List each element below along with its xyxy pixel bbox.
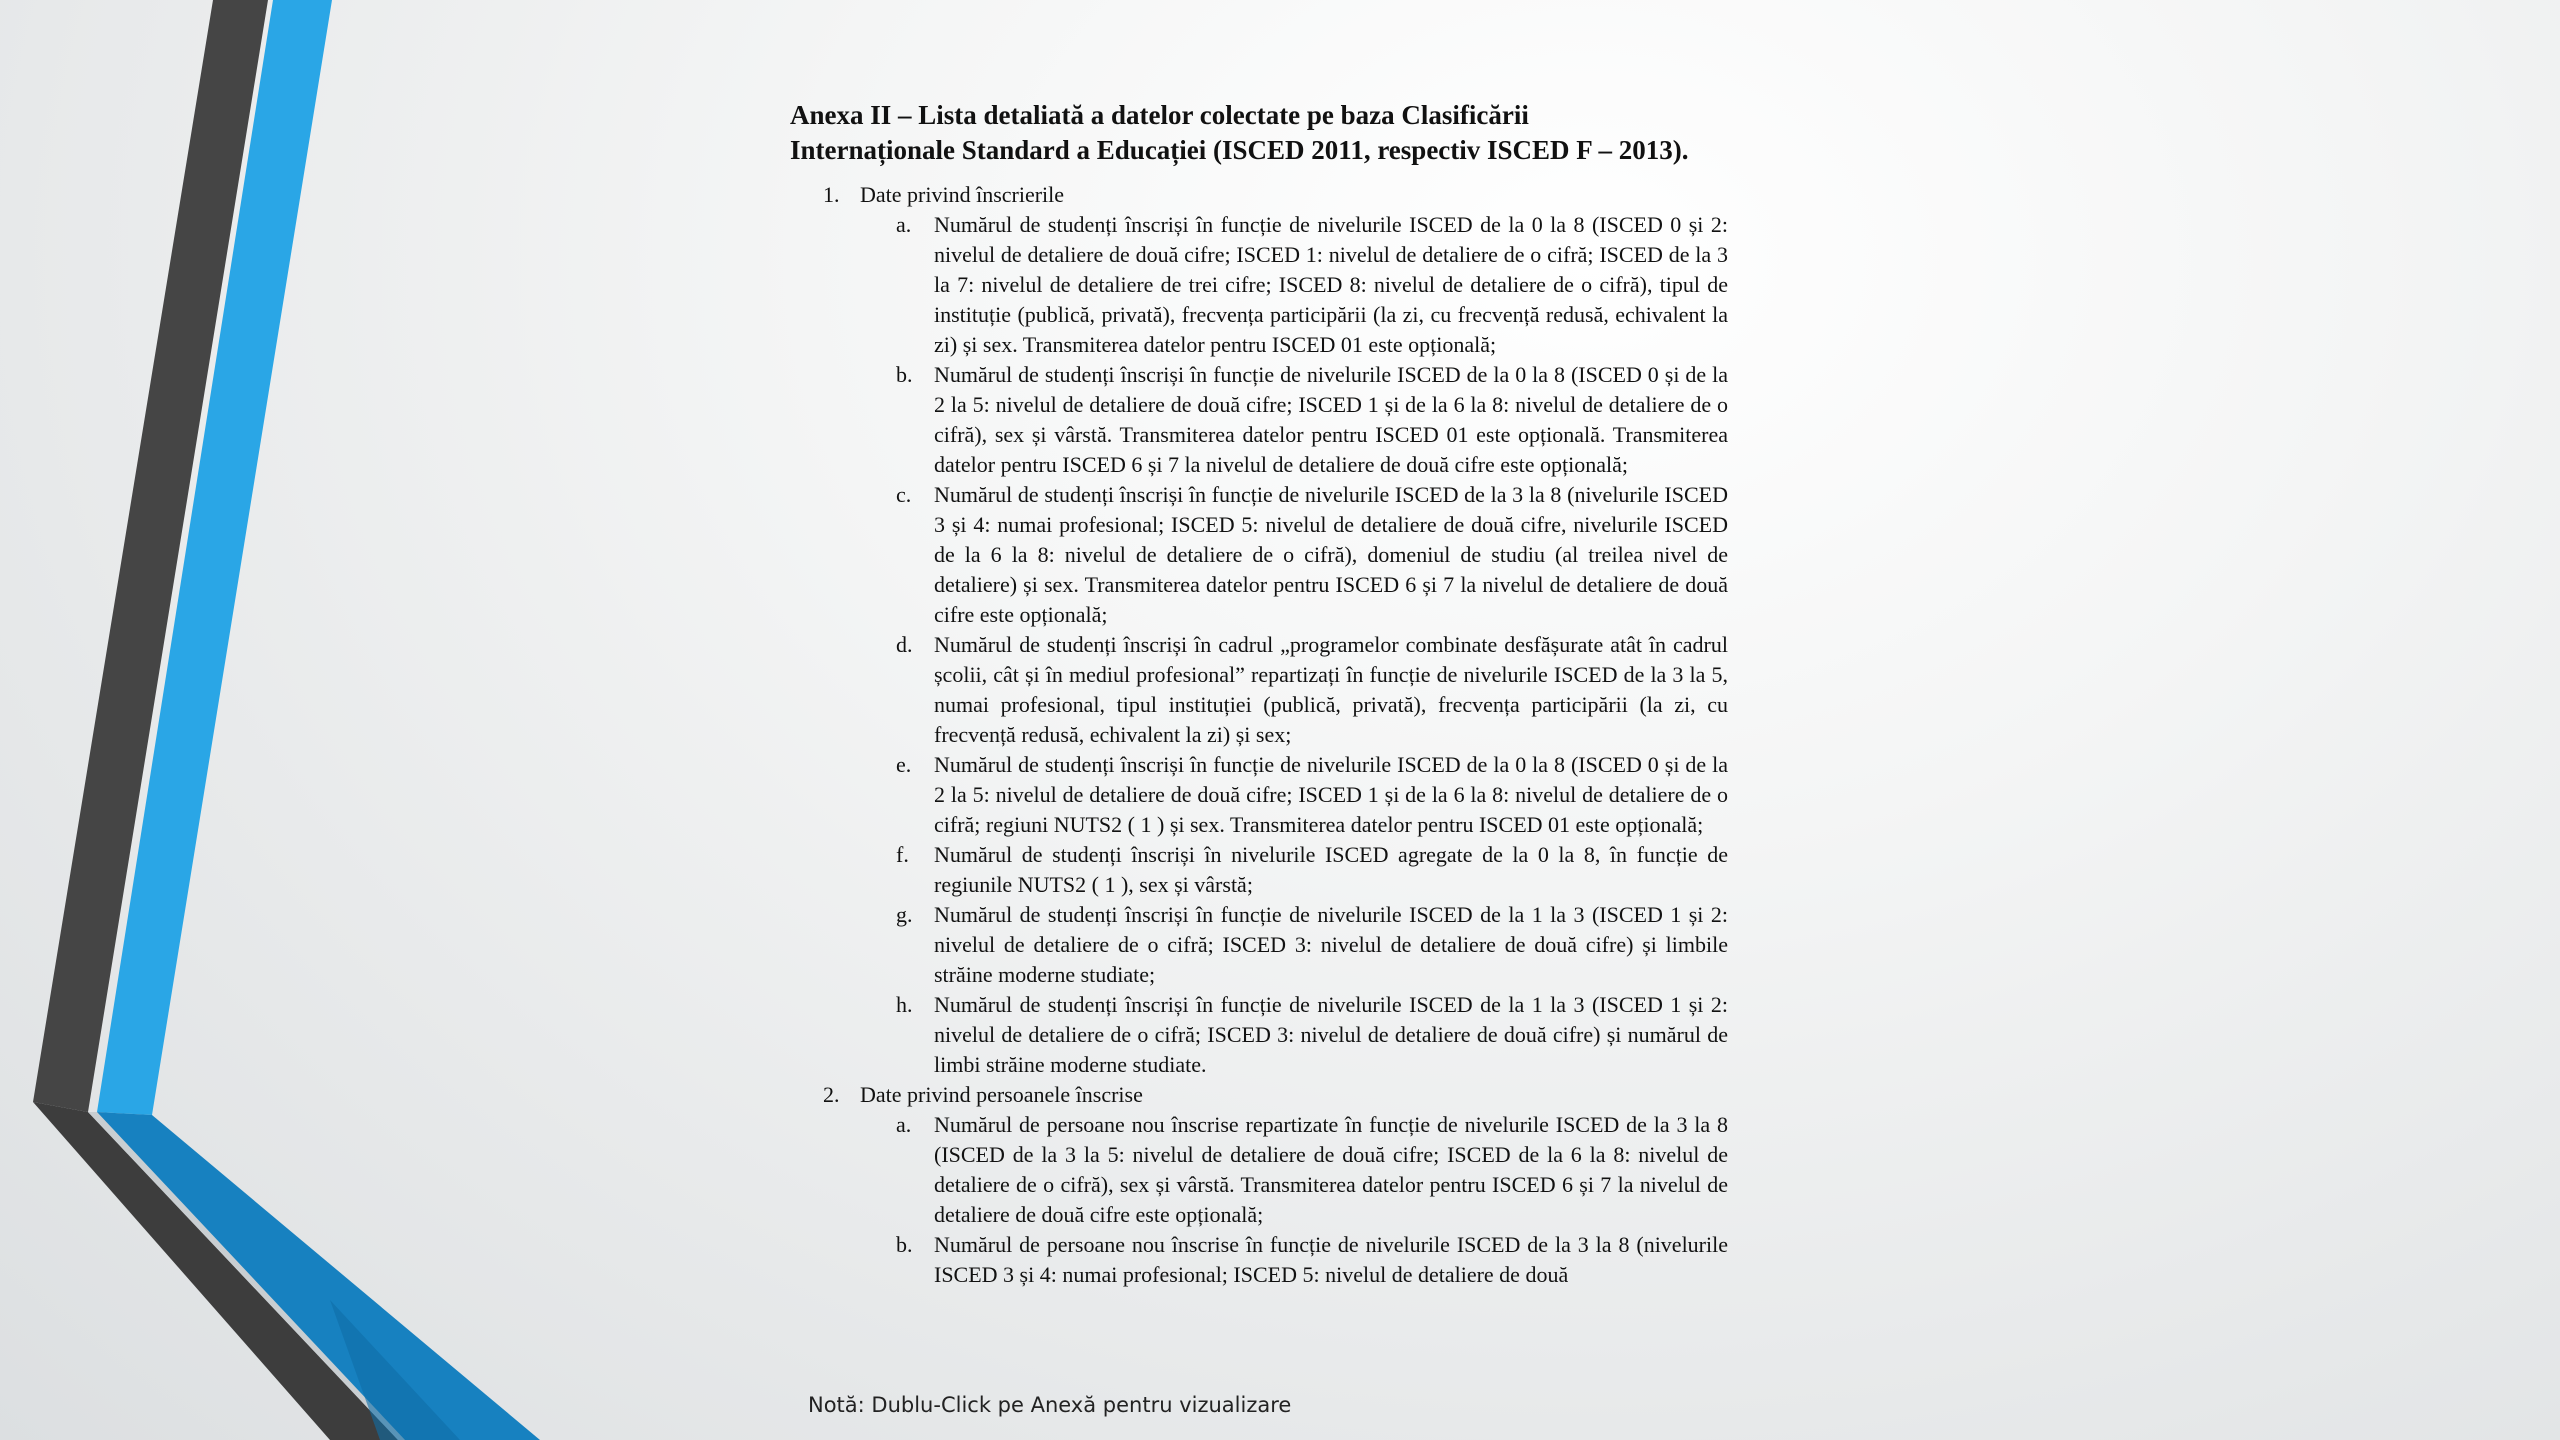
section-enrolled-persons: [790, 1080, 1728, 1290]
item-text: Numărul de persoane nou înscrise în funcție de nivelurile ISCED de la 3 la 8 (nivelurile ISCED 3 și 4: numai profesional; ISCED 5: nivelul de detaliere de două: [934, 1232, 1728, 1287]
item-text: Numărul de studenți înscriși în funcție de nivelurile ISCED de la 0 la 8 (ISCED 0 și 2: nivelul de detaliere de două cifre; ISCED 1: nivelul de detaliere de o cifră; ISCED de la 3 la 7: nivelul de detaliere de trei cifre; ISCED 8: nivelul de detaliere de o cifră), tipul de instituție (publică, privată), frecvența participării (la zi, cu frecvență redusă, echivalent la zi) și sex. Transmiterea datelor pentru ISCED 01 este opțională;: [934, 212, 1728, 357]
dark-stripe-top: [33, 0, 268, 1112]
list-item: [790, 900, 1728, 990]
blue-shade-bottom: [330, 1300, 460, 1440]
list-item: [790, 1110, 1728, 1230]
list-item: [790, 630, 1728, 750]
item-text: Numărul de studenți înscriși în funcție de nivelurile ISCED de la 0 la 8 (ISCED 0 și de la 2 la 5: nivelul de detaliere de două cifre; ISCED 1 și de la 6 la 8: nivelul de detaliere de o cifră), sex și vârstă. Transmiterea datelor pentru ISCED 01 este opțională. Transmiterea datelor pentru ISCED 6 și 7 la nivelul de detaliere de două cifre este opțională;: [934, 362, 1728, 477]
item-text: Numărul de studenți înscriși în funcție de nivelurile ISCED de la 1 la 3 (ISCED 1 și 2: nivelul de detaliere de o cifră; ISCED 3: nivelul de detaliere de două cifre) și numărul de limbi străine moderne studiate.: [934, 992, 1728, 1077]
list-item: [790, 750, 1728, 840]
item-letter: b.: [896, 1232, 913, 1257]
item-text: Numărul de studenți înscriși în funcție de nivelurile ISCED de la 3 la 8 (nivelurile ISCED 3 și 4: numai profesional; ISCED 5: nivelul de detaliere de două cifre, nivelurile ISCED de la 6 la 8: nivelul de detaliere de o cifră), domeniul de studiu (al treilea nivel de detaliere) și sex. Transmiterea datelor pentru ISCED 6 și 7 la nivelul de detaliere de două cifre este opțională;: [934, 482, 1728, 627]
list-item: [790, 840, 1728, 900]
annex-document[interactable]: [790, 98, 1728, 1378]
list-item: [790, 210, 1728, 360]
item-letter: f.: [896, 842, 909, 867]
item-text: Numărul de studenți înscriși în funcție de nivelurile ISCED de la 0 la 8 (ISCED 0 și de la 2 la 5: nivelul de detaliere de două cifre; ISCED 1 și de la 6 la 8: nivelul de detaliere de o cifră; regiuni NUTS2 ( 1 ) și sex. Transmiterea datelor pentru ISCED 01 este opțională;: [934, 752, 1728, 837]
section-number: 2.: [823, 1082, 840, 1107]
item-letter: b.: [896, 362, 913, 387]
item-text: Numărul de studenți înscriși în funcție de nivelurile ISCED de la 1 la 3 (ISCED 1 și 2: nivelul de detaliere de o cifră; ISCED 3: nivelul de detaliere de două cifre) și limbile străine moderne studiate;: [934, 902, 1728, 987]
item-letter: d.: [896, 632, 913, 657]
section-title: Date privind persoanele înscrise: [860, 1082, 1143, 1107]
section-title: Date privind înscrierile: [860, 182, 1065, 207]
list-item: [790, 480, 1728, 630]
light-gap-bottom: [88, 1112, 405, 1440]
annex-title: [790, 98, 1728, 168]
item-letter: a.: [896, 212, 912, 237]
slide-note: Notă: Dublu-Click pe Anexă pentru vizualizare: [808, 1393, 1292, 1417]
section-enrollment: [790, 180, 1728, 1080]
title-line-1: Anexa II – Lista detaliată a datelor colectate pe baza Clasificării: [790, 100, 1529, 130]
item-letter: g.: [896, 902, 913, 927]
dark-stripe-bottom: [33, 1102, 398, 1440]
item-letter: h.: [896, 992, 913, 1017]
list-item: [790, 990, 1728, 1080]
item-letter: a.: [896, 1112, 912, 1137]
blue-stripe-bottom: [97, 1112, 540, 1440]
list-item: [790, 360, 1728, 480]
section-heading: [790, 180, 1728, 210]
blue-stripe-top: [97, 0, 332, 1115]
item-text: Numărul de studenți înscriși în nivelurile ISCED agregate de la 0 la 8, în funcție de regiunile NUTS2 ( 1 ), sex și vârstă;: [934, 842, 1728, 897]
item-letter: e.: [896, 752, 912, 777]
item-text: Numărul de studenți înscriși în cadrul „programelor combinate desfășurate atât în cadrul școlii, cât și în mediul profesional” repartizați în funcție de nivelurile ISCED de la 3 la 5, numai profesional, tipul instituției (publică, privată), frecvența participării (la zi, cu frecvență redusă, echivalent la zi) și sex;: [934, 632, 1728, 747]
item-letter: c.: [896, 482, 912, 507]
section-heading: [790, 1080, 1728, 1110]
list-item: [790, 1230, 1728, 1290]
item-text: Numărul de persoane nou înscrise repartizate în funcție de nivelurile ISCED de la 3 la 8 (ISCED de la 3 la 5: nivelul de detaliere de două cifre; ISCED de la 6 la 8: nivelul de detaliere de o cifră), sex și vârstă. Transmiterea datelor pentru ISCED 6 și 7 la nivelul de detaliere de două cifre este opțională;: [934, 1112, 1728, 1227]
title-line-2: Internaționale Standard a Educației (ISCED 2011, respectiv ISCED F – 2013).: [790, 135, 1689, 165]
section-number: 1.: [823, 182, 840, 207]
